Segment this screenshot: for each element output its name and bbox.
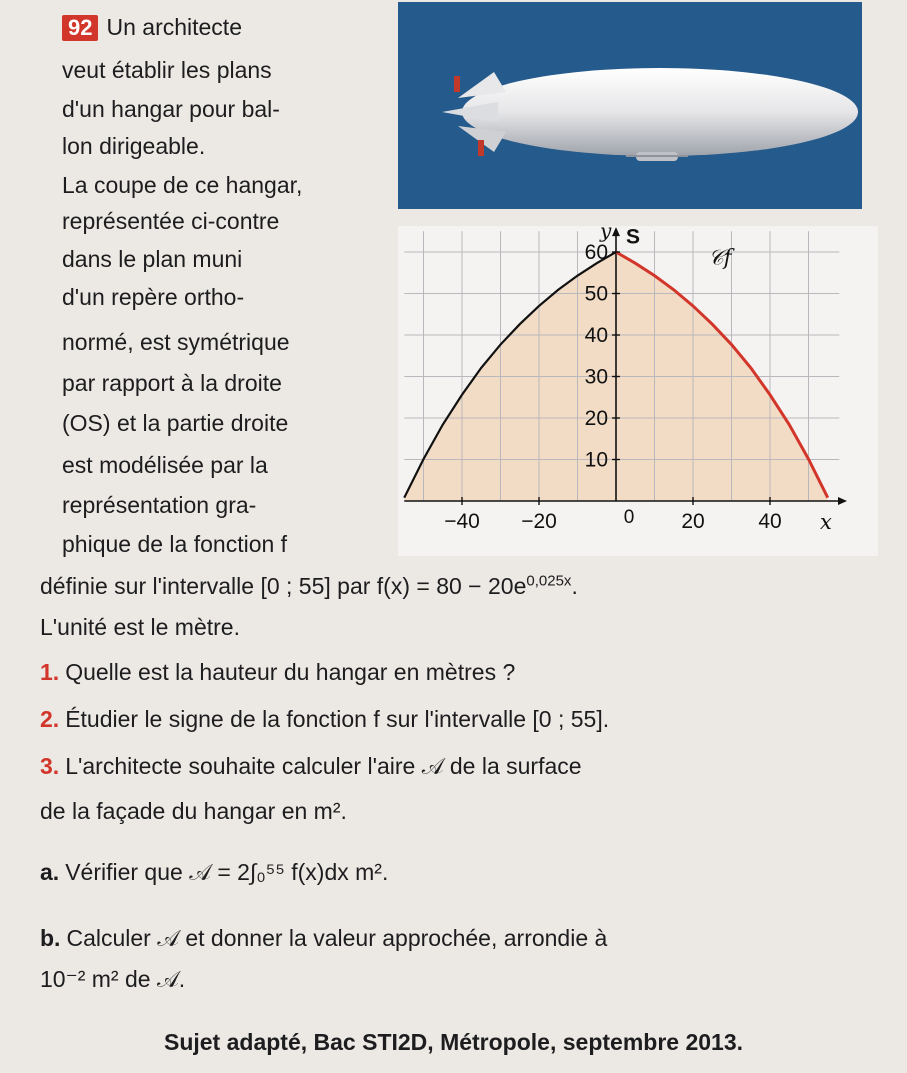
point-s-label: S — [626, 226, 641, 249]
graph-svg — [398, 226, 878, 556]
function-graph — [398, 226, 878, 556]
question-2 — [40, 705, 870, 733]
intro-line-12: est modélisée par la — [62, 452, 268, 478]
question-3 — [40, 752, 870, 780]
question-3b — [40, 924, 870, 952]
question-3b-text: Calculer 𝒜 et donner la valeur approchée, arrondie à — [66, 925, 608, 951]
x-axis-label: x — [820, 510, 832, 534]
intro-line-14: phique de la fonction f — [62, 531, 288, 557]
origin-label: 0 — [623, 507, 635, 528]
question-3b-label: b. — [40, 925, 61, 951]
question-3a — [40, 858, 870, 886]
intro-line-3: d'un hangar pour bal- — [62, 96, 280, 122]
intro-line-4: lon dirigeable. — [62, 133, 206, 159]
question-3-text: L'architecte souhaite calculer l'aire 𝒜 de la surface — [65, 753, 582, 779]
definition-end: . — [571, 573, 578, 599]
question-3-number: 3. — [40, 753, 60, 779]
definition-line — [40, 572, 870, 600]
intro-line-9: normé, est symétrique — [62, 329, 290, 355]
intro-line-8: d'un repère ortho- — [62, 284, 245, 310]
question-2-text: Étudier le signe de la fonction f sur l'intervalle [0 ; 55]. — [65, 706, 610, 732]
x-tick-label: 20 — [681, 510, 705, 533]
question-2-number: 2. — [40, 706, 60, 732]
intro-line-5: La coupe de ce hangar, — [62, 172, 303, 198]
intro-line-11: (OS) et la partie droite — [62, 410, 289, 436]
question-3a-label: a. — [40, 859, 60, 885]
intro-line-6: représentée ci-contre — [62, 208, 280, 234]
intro-line-10: par rapport à la droite — [62, 370, 282, 396]
exercise-number-badge: 92 — [62, 15, 98, 41]
question-1-number: 1. — [40, 659, 60, 685]
unit-line: L'unité est le mètre. — [40, 614, 240, 640]
x-tick-label: 40 — [758, 510, 782, 533]
y-tick-label: 40 — [584, 324, 608, 347]
intro-text-1: Un architecte — [106, 14, 242, 40]
question-1 — [40, 658, 870, 686]
y-axis-label: y — [600, 226, 612, 243]
y-tick-label: 50 — [584, 282, 608, 306]
y-tick-label: 60 — [584, 241, 608, 264]
question-1-text: Quelle est la hauteur du hangar en mètres ? — [65, 659, 516, 685]
airship-icon — [398, 2, 862, 209]
source-citation: Sujet adapté, Bac STI2D, Métropole, septembre 2013. — [163, 1029, 744, 1055]
intro-line-7: dans le plan muni — [62, 246, 243, 272]
question-3b-line-2: 10⁻² m² de 𝒜. — [40, 966, 186, 992]
definition-text: définie sur l'intervalle [0 ; 55] par f(x) = 80 − 20e — [40, 573, 527, 599]
question-3a-text: Vérifier que 𝒜 = 2∫₀⁵⁵ f(x)dx m². — [65, 859, 389, 885]
y-tick-label: 10 — [584, 448, 608, 472]
y-tick-label: 20 — [584, 407, 608, 430]
definition-exponent: 0,025x — [526, 572, 572, 590]
curve-label: 𝒞f — [708, 245, 732, 270]
intro-line-2: veut établir les plans — [62, 57, 272, 83]
question-3-line-2: de la façade du hangar en m². — [40, 798, 347, 824]
intro-line-13: représentation gra- — [62, 492, 257, 518]
x-tick-label: −20 — [521, 510, 557, 533]
y-tick-label: 30 — [584, 365, 608, 389]
airship-photo — [398, 2, 862, 209]
x-tick-label: −40 — [444, 510, 480, 533]
intro-line-1 — [62, 14, 356, 41]
